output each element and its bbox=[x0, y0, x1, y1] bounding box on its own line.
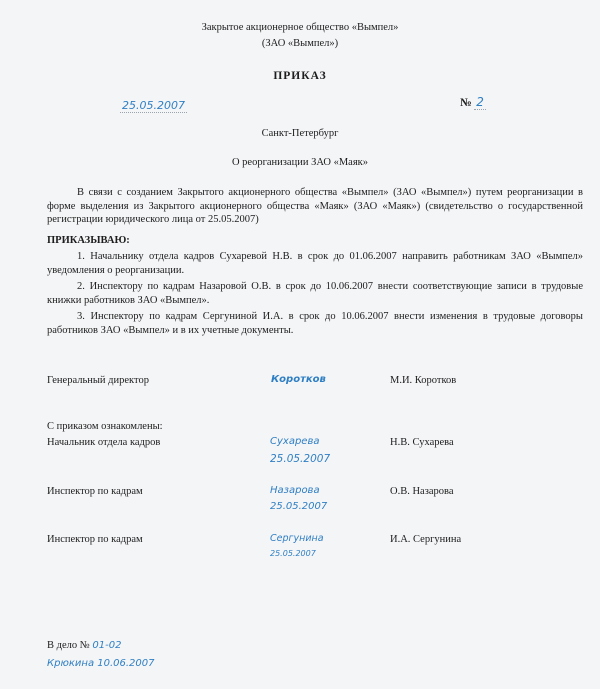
signer-2-date: 25.05.2007 bbox=[270, 501, 328, 512]
file-number: 01-02 bbox=[92, 640, 122, 651]
order-word: ПРИКАЗЫВАЮ: bbox=[47, 235, 130, 246]
file-reference bbox=[47, 640, 121, 651]
director-name: М.И. Коротков bbox=[390, 375, 457, 386]
director-title: Генеральный директор bbox=[47, 375, 149, 386]
director-signature: Коротков bbox=[271, 374, 326, 385]
preamble: В связи с созданием Закрытого акционерного общества «Вымпел» (ЗАО «Вымпел») путем реорганизации в форме выделения из Закрытого акционерного общества «Маяк» (ЗАО «Маяк») (свидетельство о государственной регистрации юридического лица от 25.05.2007) bbox=[47, 187, 583, 225]
order-item-3: 3. Инспектору по кадрам Сергуниной И.А. в срок до 10.06.2007 внести изменения в трудовые договоры работников ЗАО «Вымпел» и в их учетные документы. bbox=[47, 311, 583, 336]
signer-1-date: 25.05.2007 bbox=[270, 453, 331, 465]
number-handwritten: 2 bbox=[476, 95, 484, 109]
number-label: № bbox=[460, 97, 472, 109]
signer-3-name: И.А. Сергунина bbox=[390, 534, 462, 545]
signer-1-name: Н.В. Сухарева bbox=[390, 437, 454, 448]
file-note: Крюкина 10.06.2007 bbox=[47, 658, 155, 669]
city: Санкт-Петербург bbox=[261, 128, 339, 139]
subject: О реорганизации ЗАО «Маяк» bbox=[231, 157, 369, 168]
signer-1-title: Начальник отдела кадров bbox=[47, 437, 161, 448]
document-date bbox=[120, 96, 187, 114]
document-number bbox=[460, 95, 486, 109]
signer-1-signature: Сухарева bbox=[270, 436, 320, 447]
file-label: В дело № bbox=[47, 640, 90, 651]
signer-2-signature: Назарова bbox=[270, 485, 320, 496]
signer-2-name: О.В. Назарова bbox=[390, 486, 454, 497]
org-short-name: (ЗАО «Вымпел») bbox=[261, 38, 339, 49]
org-full-name: Закрытое акционерное общество «Вымпел» bbox=[201, 22, 399, 33]
signer-2-title: Инспектор по кадрам bbox=[47, 486, 143, 497]
acquainted-label: С приказом ознакомлены: bbox=[47, 421, 163, 432]
order-item-1: 1. Начальнику отдела кадров Сухаревой Н.В. в срок до 01.06.2007 направить работникам ЗАО «Вымпел» уведомления о реорганизации. bbox=[47, 251, 583, 276]
signer-3-date: 25.05.2007 bbox=[270, 549, 316, 558]
date-handwritten: 25.05.2007 bbox=[122, 99, 185, 112]
document-type: ПРИКАЗ bbox=[273, 70, 327, 82]
order-item-2: 2. Инспектору по кадрам Назаровой О.В. в срок до 10.06.2007 внести соответствующие записи в трудовые книжки работников ЗАО «Вымпел». bbox=[47, 281, 583, 306]
signer-3-signature: Сергунина bbox=[270, 533, 324, 544]
signer-3-title: Инспектор по кадрам bbox=[47, 534, 143, 545]
